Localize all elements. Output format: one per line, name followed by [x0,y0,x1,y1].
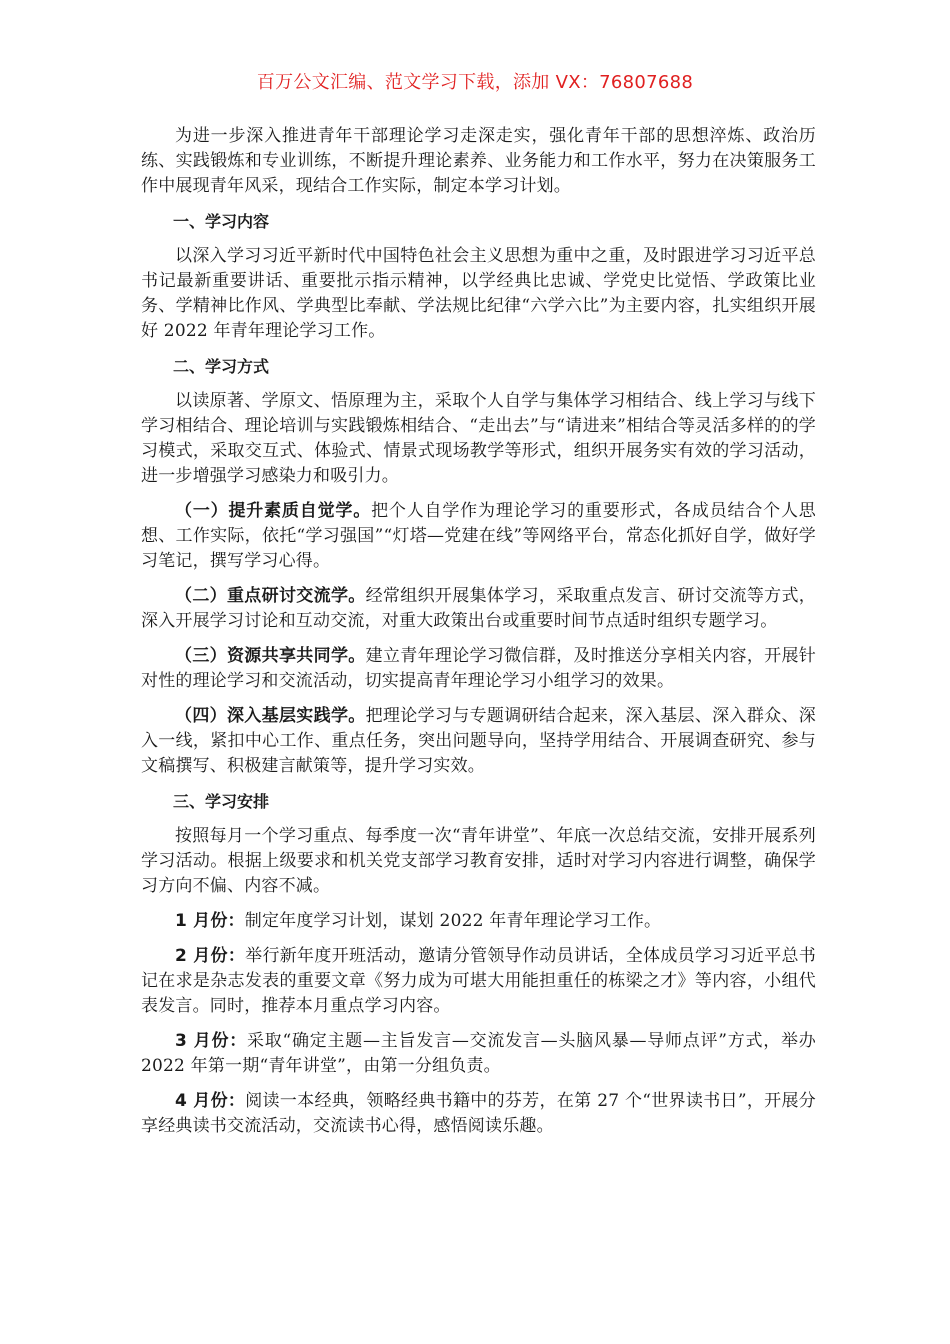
month-plan-item [141,1029,816,1079]
month-label: 2 月份： [175,946,246,966]
section-1-body: 以深入学习习近平新时代中国特色社会主义思想为重中之重，及时跟进学习习近平总书记最新重要讲话、重要批示指示精神，以学经典比忠诚、学党史比觉悟、学政策比业务、学精神比作风、学典型比奉献、学法规比纪律“六学六比”为主要内容，扎实组织开展好 2022 年青年理论学习工作。 [141,246,816,341]
section-2-body: 以读原著、学原文、悟原理为主，采取个人自学与集体学习相结合、线上学习与线下学习相结合、理论培训与实践锻炼相结合、“走出去”与“请进来”相结合等灵活多样的的学习模式，采取交互式、体验式、情景式现场教学等形式，组织开展务实有效的学习活动，进一步增强学习感染力和吸引力。 [141,391,816,486]
intro-paragraph: 为进一步深入推进青年干部理论学习走深走实，强化青年干部的思想淬炼、政治历练、实践锻炼和专业训练，不断提升理论素养、业务能力和工作水平，努力在决策服务工作中展现青年风采，现结合工作实际，制定本学习计划。 [141,126,816,196]
section-3-heading: 三、学习安排 [173,792,270,811]
study-method-text: 经常组织开展集体学习，采取重点发言、研讨交流等方式，深入开展学习讨论和互动交流，对重大政策出台或重要时间节点适时组织专题学习。 [141,586,816,631]
study-method-lead: （二）重点研讨交流学。 [175,586,366,606]
study-method-lead: （四）深入基层实践学。 [175,706,366,726]
month-plan-item [141,944,816,1019]
month-label: 3 月份： [175,1031,247,1051]
section-1-heading: 一、学习内容 [173,212,270,231]
study-method-lead: （三）资源共享共同学。 [175,646,366,666]
month-label: 1 月份： [175,911,245,931]
month-plan-item [141,1089,816,1139]
month-text: 阅读一本经典，领略经典书籍中的芬芳，在第 27 个“世界读书日”，开展分享经典读书交流活动，交流读书心得，感悟阅读乐趣。 [141,1091,816,1136]
study-method-item [141,704,816,779]
study-method-item [141,499,816,574]
study-method-text: 建立青年理论学习微信群，及时推送分享相关内容，开展针对性的理论学习和交流活动，切实提高青年理论学习小组学习的效果。 [141,646,816,691]
month-text: 采取“确定主题—主旨发言—交流发言—头脑风暴—导师点评”方式，举办 2022 年第一期“青年讲堂”，由第一分组负责。 [141,1031,816,1076]
month-label: 4 月份： [175,1091,246,1111]
header-watermark: 百万公文汇编、范文学习下载，添加 VX：76807688 [256,72,694,93]
month-text: 举行新年度开班活动，邀请分管领导作动员讲话，全体成员学习习近平总书记在求是杂志发表的重要文章《努力成为可堪大用能担重任的栋梁之才》等内容，小组代表发言。同时，推荐本月重点学习内容。 [141,946,816,1016]
section-2-heading: 二、学习方式 [173,357,270,376]
study-method-item [141,584,816,634]
study-method-item [141,644,816,694]
study-method-lead: （一）提升素质自觉学。 [175,501,372,521]
study-method-text: 把理论学习与专题调研结合起来，深入基层、深入群众、深入一线，紧扣中心工作、重点任务，突出问题导向，坚持学用结合、开展调查研究、参与文稿撰写、积极建言献策等，提升学习实效。 [141,706,816,776]
study-method-text: 把个人自学作为理论学习的重要形式，各成员结合个人思想、工作实际，依托“学习强国”“灯塔—党建在线”等网络平台，常态化抓好自学，做好学习笔记，撰写学习心得。 [141,501,817,571]
month-plan-item [141,909,816,934]
section-3-body: 按照每月一个学习重点、每季度一次“青年讲堂”、年底一次总结交流，安排开展系列学习活动。根据上级要求和机关党支部学习教育安排，适时对学习内容进行调整，确保学习方向不偏、内容不减。 [141,826,816,896]
document-body [141,124,816,1149]
month-text: 制定年度学习计划，谋划 2022 年青年理论学习工作。 [244,911,662,931]
